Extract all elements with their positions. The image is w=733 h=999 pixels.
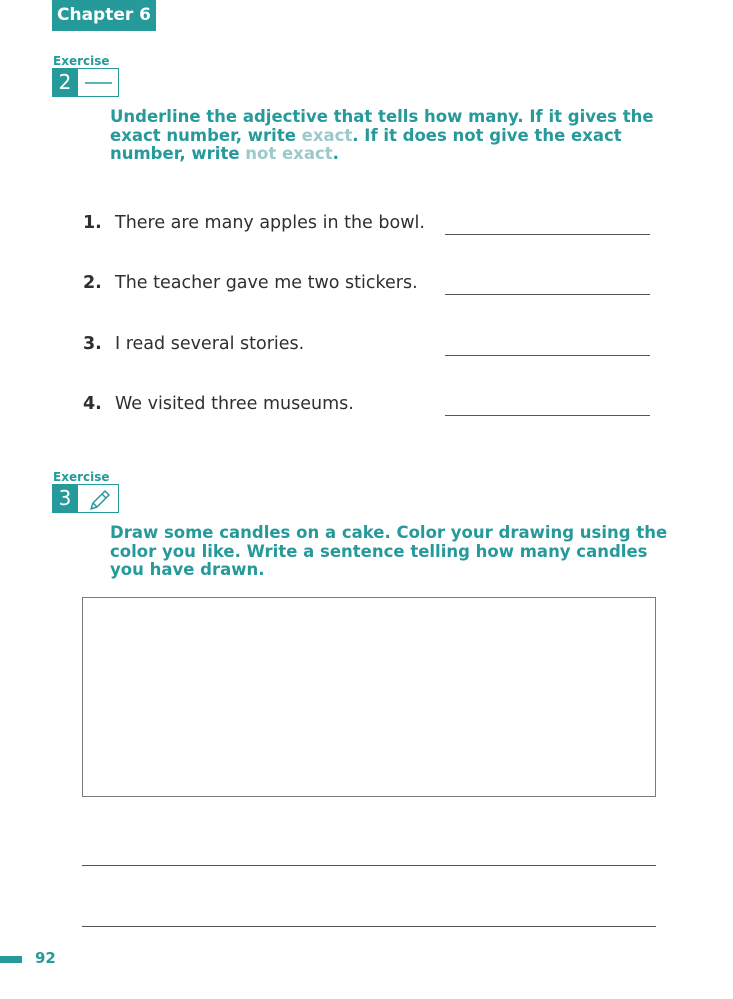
exercise-3-instruction: Draw some candles on a cake. Color your drawing using the color you like. Write a sentence telling how many candles you have drawn.	[110, 523, 668, 579]
page-marker	[0, 956, 22, 963]
question-1	[83, 213, 653, 243]
page-number: 92	[35, 949, 56, 967]
question-text: We visited three museums.	[115, 394, 354, 414]
chapter-tab: Chapter 6	[52, 0, 156, 31]
keyword-exact: exact	[301, 125, 353, 145]
exercise-3-badge	[52, 484, 119, 513]
exercise-3-number: 3	[52, 484, 78, 513]
writing-line-2[interactable]	[82, 926, 656, 927]
question-number: 4.	[83, 394, 102, 414]
exercise-2-badge	[52, 68, 119, 97]
instruction-text: Underline the adjective that tells how many. If it gives the exact number, write	[110, 107, 654, 145]
instruction-text: . If it does not give the exact number, write	[110, 125, 622, 163]
question-4	[83, 394, 653, 424]
exercise-2-instruction	[110, 108, 670, 164]
keyword-not-exact: not exact	[245, 144, 333, 163]
question-text: The teacher gave me two stickers.	[115, 273, 418, 293]
question-number: 1.	[83, 213, 102, 233]
writing-line-1[interactable]	[82, 865, 656, 866]
exercise-2-number: 2	[52, 68, 78, 97]
answer-blank-3[interactable]	[445, 355, 650, 356]
answer-blank-2[interactable]	[445, 294, 650, 295]
question-number: 2.	[83, 273, 102, 293]
question-3	[83, 334, 653, 364]
line-icon	[78, 68, 119, 97]
instruction-text: .	[332, 144, 339, 163]
question-text: There are many apples in the bowl.	[115, 213, 425, 233]
question-2	[83, 273, 653, 303]
question-text: I read several stories.	[115, 334, 305, 354]
answer-blank-4[interactable]	[445, 415, 650, 416]
pencil-icon	[78, 484, 119, 513]
exercise-2-label: Exercise	[53, 54, 110, 68]
drawing-area[interactable]	[82, 597, 656, 797]
answer-blank-1[interactable]	[445, 234, 650, 235]
exercise-3-label: Exercise	[53, 470, 110, 484]
question-number: 3.	[83, 334, 102, 354]
